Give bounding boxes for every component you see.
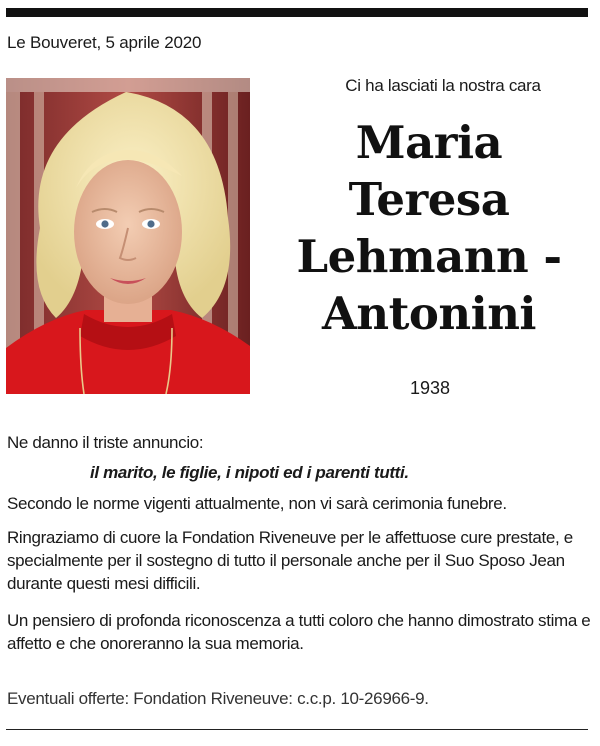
ceremony-paragraph: Secondo le norme vigenti attualmente, non vi sarà cerimonia funebre. bbox=[7, 494, 507, 513]
name-line-fourth: Antonini bbox=[321, 287, 537, 340]
bottom-rule bbox=[6, 729, 588, 730]
intro-text: Ci ha lasciati la nostra cara bbox=[345, 76, 541, 95]
gratitude-paragraph: Un pensiero di profonda riconoscenza a tutti coloro che hanno dimostrato stima e affetto e che onoreranno la sua memoria. bbox=[7, 611, 591, 653]
portrait-photo bbox=[6, 78, 250, 394]
name-line-first: Maria bbox=[355, 116, 503, 169]
family-line: il marito, le figlie, i nipoti ed i parenti tutti. bbox=[90, 463, 409, 482]
announce-text: Ne danno il triste annuncio: bbox=[7, 433, 204, 452]
top-rule bbox=[6, 8, 588, 17]
offerings-text: Eventuali offerte: Fondation Riveneuve: c.c.p. 10-26966-9. bbox=[7, 689, 429, 708]
name-line-third: Lehmann - bbox=[296, 230, 562, 283]
name-line-second: Teresa bbox=[348, 173, 510, 226]
birth-year: 1938 bbox=[409, 378, 451, 398]
place-date: Le Bouveret, 5 aprile 2020 bbox=[7, 33, 202, 52]
thanks-paragraph: Ringraziamo di cuore la Fondation Riveneuve per le affettuose cure prestate, e specialmente per il sostegno di tutto il personale anche per il Suo Sposo Jean durante questi mesi difficili. bbox=[7, 528, 573, 593]
deceased-name bbox=[270, 114, 588, 342]
